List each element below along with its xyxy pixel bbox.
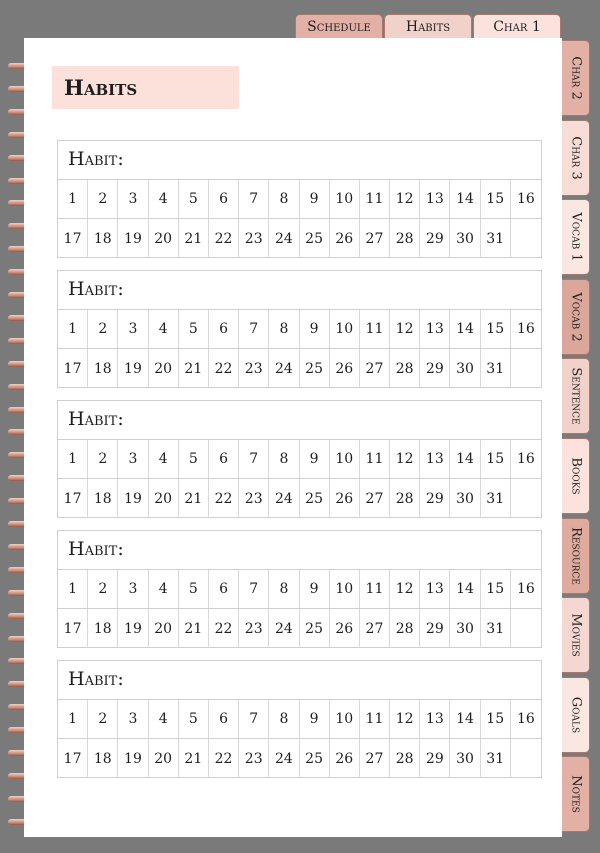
tab-schedule[interactable]: Schedule [295, 14, 383, 40]
day-cell[interactable]: 31 [481, 479, 511, 518]
day-cell[interactable]: 18 [88, 609, 118, 648]
side-tab-label: Books [568, 457, 583, 495]
day-cell[interactable]: 6 [209, 570, 239, 608]
day-cell[interactable]: 22 [209, 349, 239, 388]
day-cell[interactable]: 19 [118, 349, 148, 388]
day-cell[interactable]: 21 [179, 739, 209, 778]
tab-char-1[interactable]: Char 1 [473, 14, 561, 40]
day-cell[interactable]: 24 [269, 739, 299, 778]
day-cell[interactable]: 3 [118, 570, 148, 608]
day-cell[interactable]: 12 [390, 440, 420, 478]
tab-notes[interactable] [562, 756, 590, 832]
day-cell[interactable]: 26 [330, 609, 360, 648]
day-cell[interactable]: 5 [179, 570, 209, 608]
day-cell[interactable]: 18 [88, 219, 118, 258]
day-cell[interactable]: 5 [179, 180, 209, 218]
side-tab-label: Sentence [568, 367, 583, 426]
page-title: Habits [64, 75, 138, 100]
day-row [58, 310, 541, 349]
day-cell[interactable]: 1 [58, 570, 88, 608]
day-cell[interactable]: 13 [420, 440, 450, 478]
side-tab-label: Notes [568, 775, 583, 814]
day-cell[interactable]: 30 [450, 479, 480, 518]
day-cell[interactable]: 25 [300, 609, 330, 648]
day-cell[interactable]: 31 [481, 349, 511, 388]
day-cell[interactable]: 15 [481, 700, 511, 738]
day-cell[interactable]: 13 [420, 570, 450, 608]
day-cell[interactable]: 9 [300, 440, 330, 478]
tab-resource[interactable] [562, 518, 590, 594]
day-cell[interactable]: 23 [239, 219, 269, 258]
tab-goals[interactable] [562, 677, 590, 753]
day-cell[interactable]: 3 [118, 440, 148, 478]
day-cell[interactable]: 6 [209, 440, 239, 478]
side-tab-label: Goals [568, 696, 583, 733]
day-cell[interactable]: 10 [330, 310, 360, 348]
day-cell[interactable] [511, 609, 541, 648]
day-cell[interactable]: 5 [179, 700, 209, 738]
day-cell[interactable]: 3 [118, 180, 148, 218]
day-cell[interactable]: 12 [390, 570, 420, 608]
day-cell[interactable]: 22 [209, 739, 239, 778]
day-cell[interactable] [511, 219, 541, 258]
habit-name-field[interactable] [58, 141, 541, 180]
side-tab-label: Char 2 [568, 56, 583, 100]
day-cell[interactable]: 16 [516, 711, 535, 727]
side-tab-label: Movies [568, 613, 583, 657]
day-cell[interactable]: 2 [88, 180, 118, 218]
day-cell[interactable]: 7 [239, 310, 269, 348]
day-cell[interactable]: 15 [481, 440, 511, 478]
tab-vocab-2[interactable] [562, 279, 590, 355]
day-cell[interactable]: 21 [179, 349, 209, 388]
habit-tracker [57, 530, 542, 648]
day-cell[interactable]: 15 [481, 180, 511, 218]
day-cell[interactable]: 7 [239, 440, 269, 478]
day-cell[interactable]: 28 [390, 479, 420, 518]
day-cell[interactable]: 26 [330, 349, 360, 388]
habit-name-field[interactable] [58, 661, 541, 700]
day-cell[interactable]: 19 [118, 219, 148, 258]
day-cell[interactable]: 25 [300, 739, 330, 778]
day-cell[interactable]: 27 [360, 609, 390, 648]
day-cell[interactable]: 29 [420, 219, 450, 258]
day-cell[interactable]: 28 [390, 739, 420, 778]
day-cell[interactable]: 27 [360, 349, 390, 388]
day-cell[interactable]: 20 [149, 479, 179, 518]
day-cell[interactable]: 22 [209, 219, 239, 258]
day-cell[interactable]: 23 [239, 479, 269, 518]
day-cell[interactable]: 11 [360, 700, 390, 738]
day-cell[interactable]: 1 [58, 440, 88, 478]
day-cell[interactable]: 9 [300, 180, 330, 218]
day-cell[interactable]: 8 [269, 440, 299, 478]
day-row [58, 219, 541, 258]
habit-label: Habit: [68, 278, 124, 300]
day-cell[interactable]: 17 [58, 609, 88, 648]
day-cell[interactable]: 26 [330, 219, 360, 258]
day-cell[interactable]: 15 [481, 570, 511, 608]
day-cell[interactable]: 22 [209, 609, 239, 648]
day-cell[interactable]: 17 [58, 219, 88, 258]
day-cell[interactable]: 8 [269, 700, 299, 738]
day-cell[interactable]: 28 [390, 609, 420, 648]
day-cell[interactable]: 23 [239, 349, 269, 388]
day-cell[interactable] [511, 479, 541, 518]
day-cell[interactable]: 29 [420, 739, 450, 778]
day-cell[interactable]: 20 [149, 349, 179, 388]
day-cell[interactable]: 12 [390, 180, 420, 218]
day-cell[interactable]: 17 [58, 349, 88, 388]
day-cell[interactable]: 14 [450, 180, 480, 218]
day-cell[interactable]: 26 [330, 739, 360, 778]
day-row [58, 180, 541, 219]
day-cell[interactable] [511, 349, 541, 388]
day-cell[interactable]: 4 [149, 310, 179, 348]
day-cell[interactable]: 19 [118, 609, 148, 648]
day-cell[interactable]: 1 [58, 700, 88, 738]
day-cell[interactable]: 21 [179, 219, 209, 258]
day-cell[interactable]: 9 [300, 310, 330, 348]
tab-sentence[interactable] [562, 358, 590, 434]
day-cell[interactable]: 16 [516, 451, 535, 467]
day-cell[interactable]: 12 [390, 310, 420, 348]
day-cell[interactable]: 17 [58, 479, 88, 518]
day-cell[interactable]: 29 [420, 479, 450, 518]
day-cell[interactable]: 2 [88, 440, 118, 478]
day-cell[interactable]: 4 [149, 700, 179, 738]
day-cell[interactable]: 2 [88, 700, 118, 738]
day-cell[interactable]: 27 [360, 219, 390, 258]
day-cell[interactable]: 21 [179, 609, 209, 648]
day-cell[interactable]: 14 [450, 310, 480, 348]
day-cell[interactable]: 13 [420, 180, 450, 218]
tab-vocab-1[interactable] [562, 199, 590, 275]
day-cell[interactable]: 7 [239, 700, 269, 738]
day-cell[interactable]: 15 [481, 310, 511, 348]
day-cell[interactable]: 24 [269, 479, 299, 518]
day-cell[interactable]: 25 [300, 349, 330, 388]
day-cell[interactable]: 2 [88, 310, 118, 348]
day-cell[interactable]: 13 [420, 310, 450, 348]
day-cell[interactable]: 29 [420, 609, 450, 648]
day-row [58, 700, 541, 739]
day-cell[interactable]: 1 [58, 310, 88, 348]
day-cell[interactable]: 6 [209, 180, 239, 218]
habit-tracker [57, 270, 542, 388]
day-cell[interactable]: 4 [149, 180, 179, 218]
day-cell[interactable]: 27 [360, 739, 390, 778]
day-cell[interactable]: 8 [269, 310, 299, 348]
day-cell[interactable]: 26 [330, 479, 360, 518]
day-cell[interactable]: 13 [420, 700, 450, 738]
day-cell[interactable]: 28 [390, 349, 420, 388]
habit-name-field[interactable] [58, 401, 541, 440]
day-cell[interactable]: 7 [239, 570, 269, 608]
day-cell[interactable] [511, 739, 541, 778]
day-cell[interactable]: 10 [330, 700, 360, 738]
day-row [58, 739, 541, 778]
side-tab-label: Vocab 1 [568, 212, 583, 262]
day-cell[interactable]: 10 [330, 440, 360, 478]
habit-tracker [57, 400, 542, 518]
day-cell[interactable]: 18 [88, 479, 118, 518]
habit-label: Habit: [68, 538, 124, 560]
day-cell[interactable]: 7 [239, 180, 269, 218]
habit-tracker [57, 660, 542, 778]
day-cell[interactable]: 16 [516, 581, 535, 597]
day-cell[interactable]: 6 [209, 700, 239, 738]
day-row [58, 609, 541, 648]
day-row [58, 440, 541, 479]
day-cell[interactable]: 18 [88, 349, 118, 388]
day-cell[interactable]: 27 [360, 479, 390, 518]
day-cell[interactable]: 30 [450, 739, 480, 778]
habit-name-field[interactable] [58, 271, 541, 310]
day-row [58, 479, 541, 518]
day-cell[interactable]: 14 [450, 700, 480, 738]
day-cell[interactable]: 30 [450, 219, 480, 258]
day-cell[interactable]: 23 [239, 609, 269, 648]
day-row [58, 570, 541, 609]
day-cell[interactable]: 20 [149, 609, 179, 648]
day-cell[interactable]: 9 [300, 700, 330, 738]
day-cell[interactable]: 3 [118, 700, 148, 738]
day-cell[interactable]: 16 [516, 321, 535, 337]
day-cell[interactable]: 11 [360, 570, 390, 608]
day-row [58, 349, 541, 388]
day-cell[interactable]: 25 [300, 479, 330, 518]
day-cell[interactable]: 19 [118, 739, 148, 778]
day-cell[interactable]: 18 [88, 739, 118, 778]
day-cell[interactable]: 11 [360, 310, 390, 348]
day-cell[interactable]: 19 [118, 479, 148, 518]
day-cell[interactable]: 17 [58, 739, 88, 778]
day-cell[interactable]: 30 [450, 349, 480, 388]
day-cell[interactable]: 24 [269, 349, 299, 388]
tab-char-2[interactable] [562, 40, 590, 116]
day-cell[interactable]: 11 [360, 440, 390, 478]
day-cell[interactable]: 4 [149, 570, 179, 608]
day-cell[interactable]: 20 [149, 739, 179, 778]
tab-books[interactable] [562, 438, 590, 514]
day-cell[interactable]: 24 [269, 609, 299, 648]
day-cell[interactable]: 31 [481, 219, 511, 258]
day-cell[interactable]: 14 [450, 440, 480, 478]
page-title-box [52, 66, 239, 109]
habit-name-field[interactable] [58, 531, 541, 570]
day-cell[interactable]: 11 [360, 180, 390, 218]
tab-char-3[interactable] [562, 120, 590, 196]
day-cell[interactable]: 8 [269, 180, 299, 218]
day-cell[interactable]: 3 [118, 310, 148, 348]
day-cell[interactable]: 20 [149, 219, 179, 258]
tab-movies[interactable] [562, 597, 590, 673]
day-cell[interactable]: 23 [239, 739, 269, 778]
side-tab-label: Vocab 2 [568, 292, 583, 342]
day-cell[interactable]: 8 [269, 570, 299, 608]
day-cell[interactable]: 5 [179, 440, 209, 478]
day-cell[interactable]: 24 [269, 219, 299, 258]
day-cell[interactable]: 5 [179, 310, 209, 348]
habit-tracker [57, 140, 542, 258]
day-cell[interactable]: 1 [58, 180, 88, 218]
day-cell[interactable]: 10 [330, 180, 360, 218]
day-cell[interactable]: 31 [481, 609, 511, 648]
day-cell[interactable]: 25 [300, 219, 330, 258]
day-cell[interactable]: 12 [390, 700, 420, 738]
day-cell[interactable]: 2 [88, 570, 118, 608]
day-cell[interactable]: 21 [179, 479, 209, 518]
day-cell[interactable]: 22 [209, 479, 239, 518]
day-cell[interactable]: 31 [481, 739, 511, 778]
day-cell[interactable]: 29 [420, 349, 450, 388]
day-cell[interactable]: 30 [450, 609, 480, 648]
side-tab-label: Resource [568, 526, 583, 585]
habit-label: Habit: [68, 668, 124, 690]
day-cell[interactable]: 9 [300, 570, 330, 608]
day-cell[interactable]: 10 [330, 570, 360, 608]
day-cell[interactable]: 4 [149, 440, 179, 478]
habit-label: Habit: [68, 408, 124, 430]
side-tab-label: Char 3 [568, 135, 583, 180]
tab-habits[interactable]: Habits [384, 14, 472, 40]
day-cell[interactable]: 16 [516, 191, 535, 207]
day-cell[interactable]: 28 [390, 219, 420, 258]
day-cell[interactable]: 6 [209, 310, 239, 348]
habit-label: Habit: [68, 148, 124, 170]
day-cell[interactable]: 14 [450, 570, 480, 608]
